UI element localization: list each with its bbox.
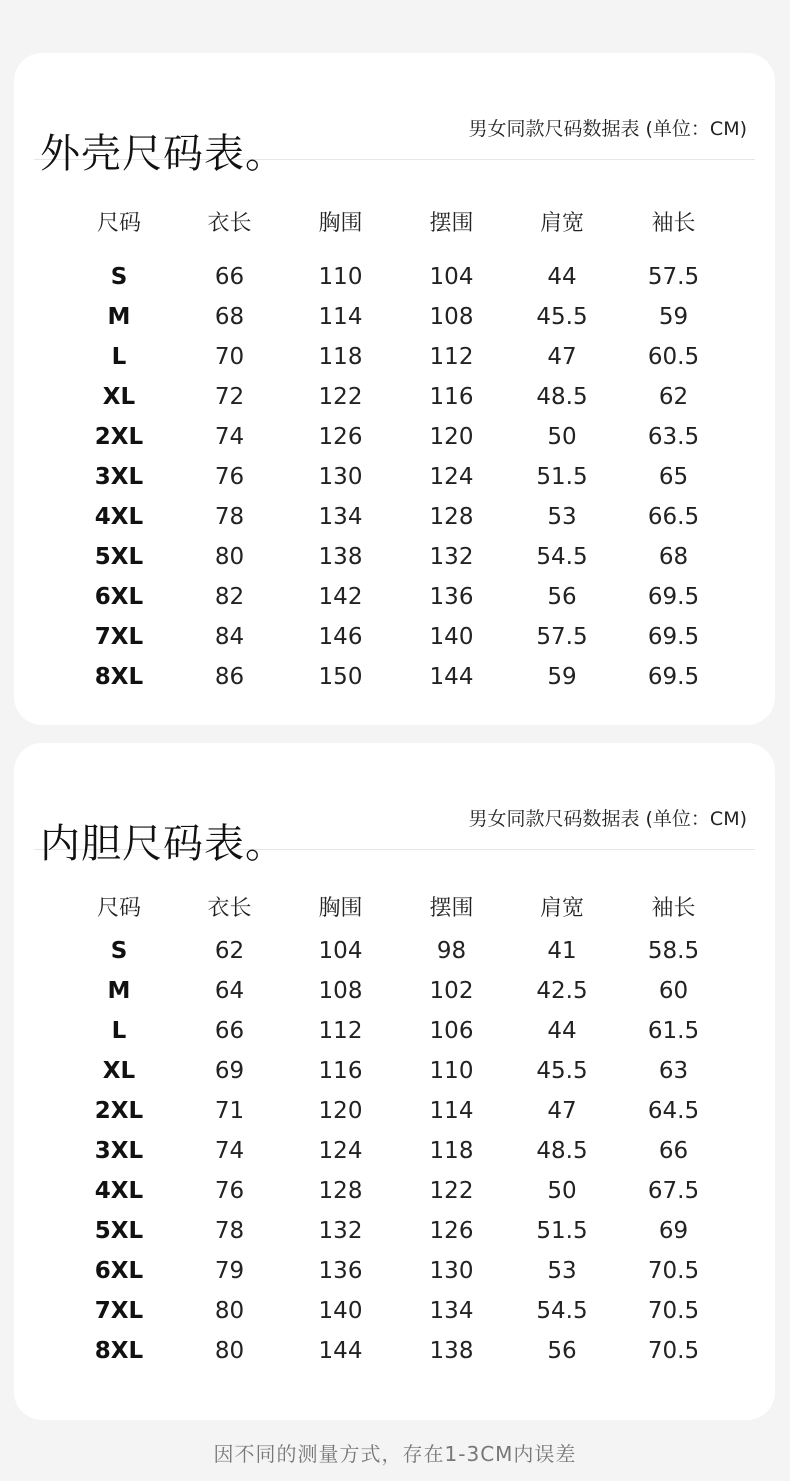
outer-shell-size-card	[14, 53, 775, 725]
measurement-cell: 60	[658, 978, 689, 1004]
measurement-cell: 78	[214, 1218, 245, 1244]
table-row	[64, 337, 730, 377]
column-header: 衣长	[207, 210, 252, 236]
measurement-cell: 130	[429, 1258, 474, 1284]
measurement-cell: 124	[429, 464, 474, 490]
measurement-cell: 140	[318, 1298, 363, 1324]
measurement-cell: 140	[429, 624, 474, 650]
measurement-cell: 47	[547, 1098, 577, 1124]
column-header: 摆围	[429, 895, 474, 921]
card-subtitle: 男女同款尺码数据表 (单位：CM)	[468, 808, 747, 830]
size-cell: 5XL	[94, 1218, 144, 1244]
measurement-cell: 120	[429, 424, 474, 450]
measurement-cell: 51.5	[536, 464, 588, 490]
column-header: 胸围	[318, 210, 363, 236]
column-header: 肩宽	[539, 210, 584, 236]
measurement-cell: 70	[214, 344, 245, 370]
measurement-cell: 102	[429, 978, 474, 1004]
card-subtitle: 男女同款尺码数据表 (单位：CM)	[468, 118, 747, 140]
measurement-cell: 116	[318, 1058, 363, 1084]
measurement-cell: 80	[214, 544, 245, 570]
size-cell: 8XL	[94, 1338, 144, 1364]
measurement-cell: 124	[318, 1138, 363, 1164]
size-cell: 8XL	[94, 664, 144, 690]
column-header: 肩宽	[539, 895, 584, 921]
header-spacer	[64, 244, 730, 257]
measurement-cell: 132	[429, 544, 474, 570]
measurement-cell: 53	[547, 504, 577, 530]
measurement-cell: 80	[214, 1338, 245, 1364]
size-table	[64, 198, 730, 697]
measurement-cell: 106	[429, 1018, 474, 1044]
measurement-cell: 63	[658, 1058, 689, 1084]
card-header	[34, 743, 755, 868]
column-header: 衣长	[207, 895, 252, 921]
measurement-cell: 108	[318, 978, 363, 1004]
column-header: 摆围	[429, 210, 474, 236]
card-header	[34, 53, 755, 178]
table-row	[64, 1091, 730, 1131]
measurement-cell: 45.5	[536, 1058, 588, 1084]
table-row	[64, 1291, 730, 1331]
measurement-cell: 74	[214, 1138, 245, 1164]
measurement-cell: 86	[214, 664, 245, 690]
measurement-cell: 50	[547, 424, 577, 450]
measurement-cell: 44	[547, 1018, 577, 1044]
size-cell: 2XL	[94, 1098, 144, 1124]
card-title: 内胆尺码表。	[40, 821, 286, 868]
table-row	[64, 417, 730, 457]
measurement-cell: 61.5	[647, 1018, 700, 1044]
measurement-cell: 104	[318, 938, 363, 964]
measurement-cell: 70.5	[647, 1338, 700, 1364]
measurement-cell: 66	[214, 264, 245, 290]
measurement-cell: 66.5	[647, 504, 700, 530]
measurement-cell: 98	[436, 938, 467, 964]
measurement-cell: 132	[318, 1218, 363, 1244]
measurement-cell: 142	[318, 584, 363, 610]
size-table	[64, 883, 730, 1371]
measurement-cell: 48.5	[536, 1138, 588, 1164]
column-header: 袖长	[651, 895, 696, 921]
measurement-cell: 63.5	[647, 424, 700, 450]
measurement-cell: 82	[214, 584, 245, 610]
measurement-cell: 108	[429, 304, 474, 330]
size-cell: L	[111, 1018, 127, 1044]
measurement-cell: 68	[214, 304, 245, 330]
measurement-note: 因不同的测量方式，存在1-3CM内误差	[213, 1442, 577, 1466]
measurement-cell: 53	[547, 1258, 577, 1284]
measurement-cell: 118	[318, 344, 363, 370]
measurement-cell: 58.5	[647, 938, 700, 964]
size-cell: XL	[102, 1058, 136, 1084]
size-cell: 5XL	[94, 544, 144, 570]
table-row	[64, 1331, 730, 1371]
column-header: 袖长	[651, 210, 696, 236]
measurement-cell: 122	[318, 384, 363, 410]
measurement-cell: 76	[214, 1178, 245, 1204]
measurement-cell: 144	[318, 1338, 363, 1364]
measurement-cell: 112	[429, 344, 474, 370]
table-row	[64, 1171, 730, 1211]
measurement-cell: 50	[547, 1178, 577, 1204]
measurement-cell: 66	[658, 1138, 689, 1164]
table-row	[64, 971, 730, 1011]
measurement-cell: 64	[214, 978, 245, 1004]
measurement-cell: 150	[318, 664, 363, 690]
measurement-cell: 134	[318, 504, 363, 530]
measurement-cell: 51.5	[536, 1218, 588, 1244]
measurement-cell: 48.5	[536, 384, 588, 410]
measurement-cell: 74	[214, 424, 245, 450]
size-cell: 4XL	[94, 1178, 144, 1204]
measurement-cell: 54.5	[536, 544, 588, 570]
inner-liner-size-card	[14, 743, 775, 1420]
measurement-cell: 110	[318, 264, 363, 290]
measurement-cell: 70.5	[647, 1258, 700, 1284]
measurement-cell: 118	[429, 1138, 474, 1164]
measurement-cell: 138	[429, 1338, 474, 1364]
measurement-cell: 59	[547, 664, 577, 690]
size-cell: 7XL	[94, 624, 144, 650]
measurement-cell: 138	[318, 544, 363, 570]
measurement-cell: 44	[547, 264, 577, 290]
measurement-cell: 62	[214, 938, 245, 964]
measurement-cell: 69.5	[647, 624, 700, 650]
measurement-cell: 68	[658, 544, 689, 570]
measurement-cell: 62	[658, 384, 689, 410]
measurement-cell: 66	[214, 1018, 245, 1044]
table-header-row	[64, 883, 730, 929]
size-cell: 6XL	[94, 1258, 144, 1284]
measurement-cell: 59	[658, 304, 689, 330]
table-row	[64, 257, 730, 297]
table-row	[64, 1051, 730, 1091]
table-row	[64, 1251, 730, 1291]
measurement-cell: 41	[547, 938, 577, 964]
table-row	[64, 537, 730, 577]
measurement-cell: 144	[429, 664, 474, 690]
measurement-cell: 69	[658, 1218, 689, 1244]
measurement-cell: 112	[318, 1018, 363, 1044]
measurement-cell: 56	[547, 1338, 577, 1364]
measurement-cell: 69	[214, 1058, 245, 1084]
measurement-cell: 136	[429, 584, 474, 610]
table-row	[64, 377, 730, 417]
measurement-cell: 104	[429, 264, 474, 290]
table-row	[64, 1011, 730, 1051]
measurement-cell: 54.5	[536, 1298, 588, 1324]
measurement-cell: 128	[429, 504, 474, 530]
measurement-cell: 116	[429, 384, 474, 410]
measurement-cell: 126	[429, 1218, 474, 1244]
size-cell: S	[110, 264, 128, 290]
table-row	[64, 617, 730, 657]
table-row	[64, 297, 730, 337]
size-cell: 7XL	[94, 1298, 144, 1324]
spacer-cell	[64, 244, 730, 257]
size-cell: M	[107, 978, 131, 1004]
table-row	[64, 931, 730, 971]
measurement-cell: 67.5	[647, 1178, 700, 1204]
measurement-cell: 80	[214, 1298, 245, 1324]
measurement-cell: 70.5	[647, 1298, 700, 1324]
measurement-cell: 79	[214, 1258, 245, 1284]
measurement-cell: 45.5	[536, 304, 588, 330]
table-row	[64, 657, 730, 697]
measurement-cell: 42.5	[536, 978, 588, 1004]
measurement-cell: 65	[658, 464, 689, 490]
card-title: 外壳尺码表。	[40, 131, 286, 178]
size-cell: 2XL	[94, 424, 144, 450]
measurement-cell: 56	[547, 584, 577, 610]
measurement-cell: 57.5	[647, 264, 700, 290]
size-cell: 3XL	[94, 1138, 144, 1164]
measurement-cell: 110	[429, 1058, 474, 1084]
table-row	[64, 457, 730, 497]
table-row	[64, 1211, 730, 1251]
size-cell: 3XL	[94, 464, 144, 490]
measurement-cell: 84	[214, 624, 245, 650]
measurement-cell: 57.5	[536, 624, 588, 650]
measurement-cell: 114	[318, 304, 363, 330]
measurement-cell: 60.5	[647, 344, 700, 370]
measurement-cell: 126	[318, 424, 363, 450]
table-header-row	[64, 198, 730, 244]
size-cell: 4XL	[94, 504, 144, 530]
measurement-cell: 69.5	[647, 664, 700, 690]
measurement-cell: 134	[429, 1298, 474, 1324]
measurement-cell: 128	[318, 1178, 363, 1204]
column-header: 尺码	[96, 895, 141, 921]
measurement-cell: 72	[214, 384, 245, 410]
size-cell: S	[110, 938, 128, 964]
measurement-cell: 78	[214, 504, 245, 530]
size-cell: L	[111, 344, 127, 370]
measurement-cell: 120	[318, 1098, 363, 1124]
table-row	[64, 577, 730, 617]
column-header: 尺码	[96, 210, 141, 236]
measurement-cell: 130	[318, 464, 363, 490]
size-cell: XL	[102, 384, 136, 410]
measurement-cell: 47	[547, 344, 577, 370]
measurement-cell: 146	[318, 624, 363, 650]
table-row	[64, 1131, 730, 1171]
table-row	[64, 497, 730, 537]
measurement-cell: 122	[429, 1178, 474, 1204]
measurement-cell: 64.5	[647, 1098, 700, 1124]
measurement-cell: 69.5	[647, 584, 700, 610]
size-cell: M	[107, 304, 131, 330]
measurement-cell: 71	[214, 1098, 245, 1124]
measurement-cell: 136	[318, 1258, 363, 1284]
size-cell: 6XL	[94, 584, 144, 610]
measurement-cell: 114	[429, 1098, 474, 1124]
measurement-cell: 76	[214, 464, 245, 490]
column-header: 胸围	[318, 895, 363, 921]
